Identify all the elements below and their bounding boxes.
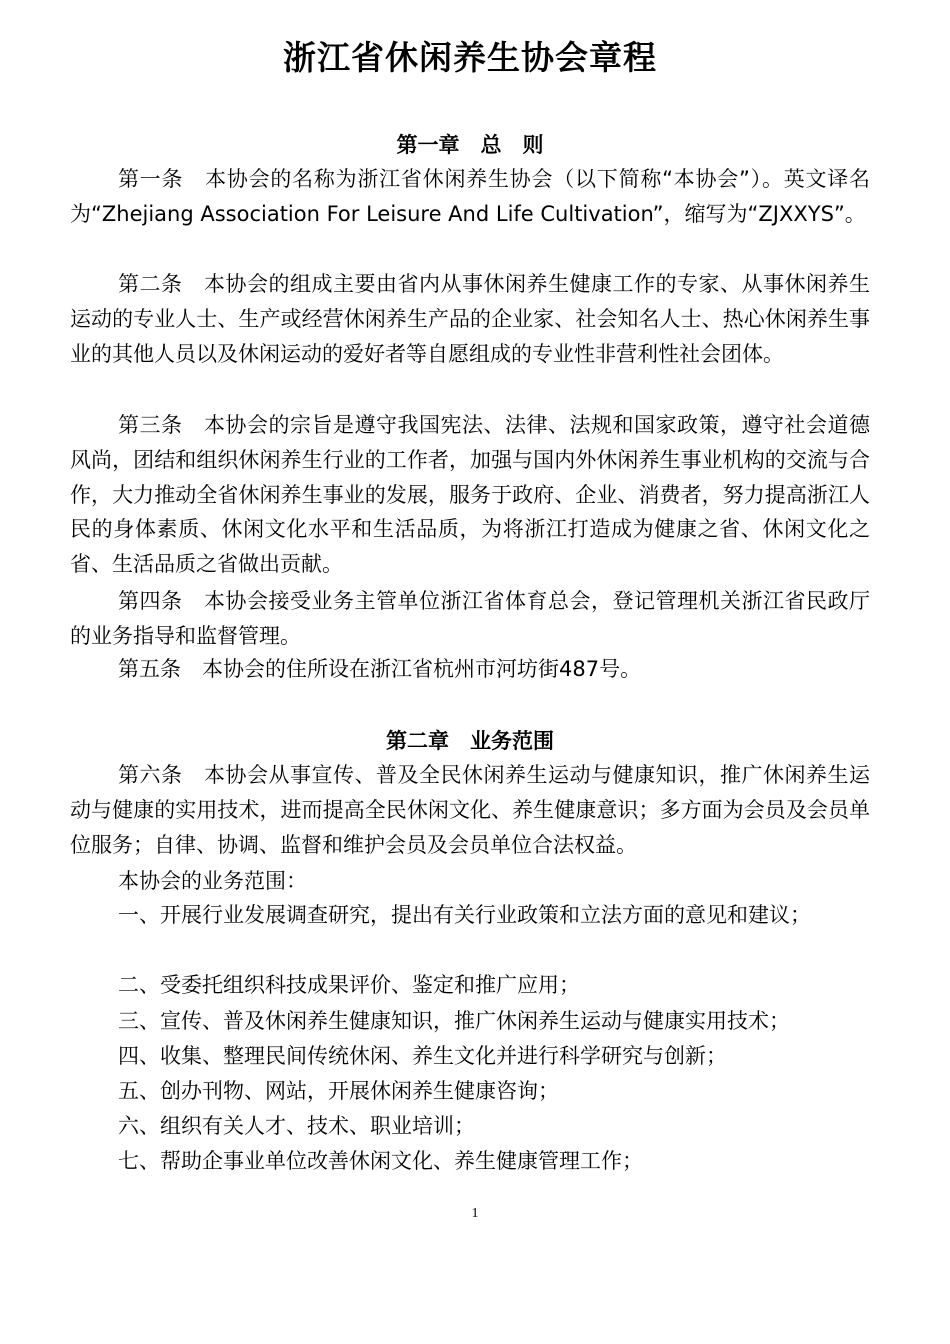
scope-item-5: 五、创办刊物、网站，开展休闲养生健康咨询； [118, 1079, 559, 1103]
scope-item-1: 一、开展行业发展调查研究，提出有关行业政策和立法方面的意见和建议； [118, 903, 811, 927]
article-5-label: 第五条 [118, 657, 202, 681]
document-title: 浙江省休闲养生协会章程 [283, 38, 657, 77]
article-1-label: 第一条 [118, 167, 206, 191]
article-2-label: 第二条 [118, 272, 204, 296]
chapter-1-heading: 第一章 总 则 [396, 133, 544, 157]
page-number: 1 [471, 1206, 479, 1221]
scope-item-7: 七、帮助企事业单位改善休闲文化、养生健康管理工作； [118, 1149, 643, 1173]
article-3-text: 本协会的宗旨是遵守我国宪法、法律、法规和国家政策，遵守社会道德风尚，团结和组织休闲养生行业的工作者，加强与国内外休闲养生事业机构的交流与合作，大力推动全省休闲养生事业的发展，服务于政府、企业、消费者，努力提高浙江人民的身体素质、休闲文化水平和生活品质，为将浙江打造成为健康之省、休闲文化之省、生活品质之省做出贡献。 [70, 413, 870, 577]
article-5 [70, 652, 870, 687]
article-2-text: 本协会的组成主要由省内从事休闲养生健康工作的专家、从事休闲养生运动的专业人士、生产或经营休闲养生产品的企业家、社会知名人士、热心休闲养生事业的其他人员以及休闲运动的爱好者等自愿组成的专业性非营利性社会团体。 [70, 272, 870, 366]
scope-item-4: 四、收集、整理民间传统休闲、养生文化并进行科学研究与创新； [118, 1044, 727, 1068]
scope-item-2: 二、受委托组织科技成果评价、鉴定和推广应用； [118, 973, 580, 997]
article-3 [70, 408, 870, 582]
article-5-text: 本协会的住所设在浙江省杭州市河坊街487号。 [202, 657, 642, 681]
article-6-label: 第六条 [118, 763, 204, 787]
article-1 [70, 162, 870, 232]
article-1-text: 本协会的名称为浙江省休闲养生协会（以下简称“本协会”）。英文译名为“Zhejiang Association For Leisure And Life Cultivation”，缩写为“ZJXXYS”。 [70, 167, 870, 226]
article-2 [70, 267, 870, 371]
article-6-text: 本协会从事宣传、普及全民休闲养生运动与健康知识，推广休闲养生运动与健康的实用技术，进而提高全民休闲文化、养生健康意识；多方面为会员及会员单位服务；自律、协调、监督和维护会员及会员单位合法权益。 [70, 763, 870, 857]
chapter-2-heading: 第二章 业务范围 [386, 729, 554, 753]
article-3-label: 第三条 [118, 413, 204, 437]
scope-intro: 本协会的业务范围： [118, 869, 307, 893]
article-6 [70, 758, 870, 862]
scope-item-6: 六、组织有关人才、技术、职业培训； [118, 1114, 475, 1138]
article-4 [70, 584, 870, 654]
article-4-text: 本协会接受业务主管单位浙江省体育总会，登记管理机关浙江省民政厅的业务指导和监督管理。 [70, 589, 870, 648]
article-4-label: 第四条 [118, 589, 204, 613]
scope-item-3: 三、宣传、普及休闲养生健康知识，推广休闲养生运动与健康实用技术； [118, 1009, 790, 1033]
